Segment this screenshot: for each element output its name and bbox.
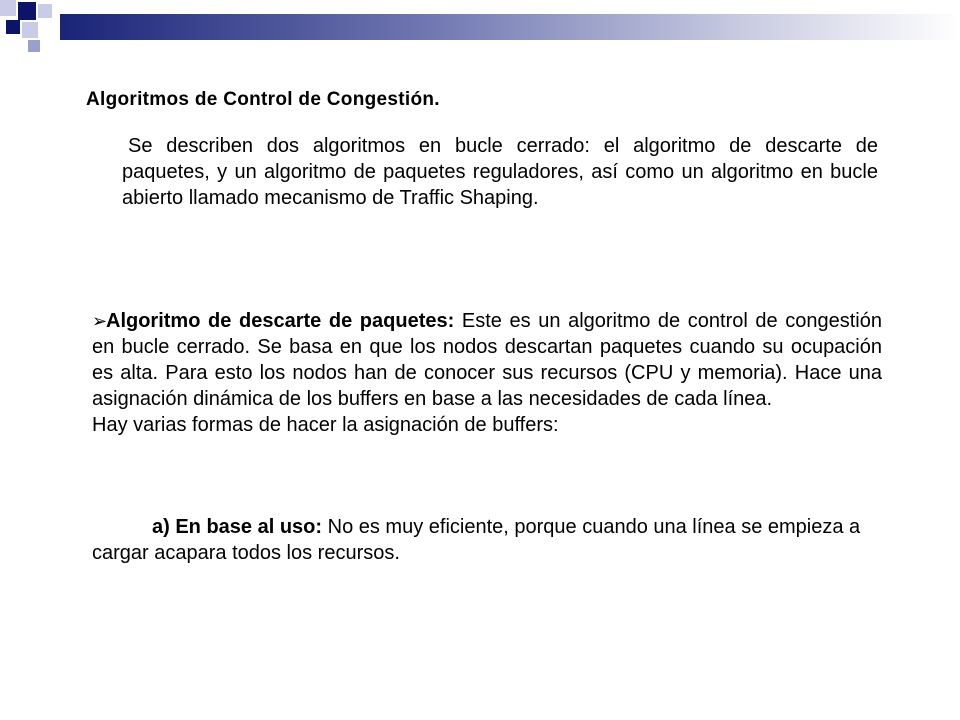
bullet-paragraph (92, 308, 882, 412)
slide-title: Algoritmos de Control de Congestión. (86, 89, 440, 110)
intro-paragraph: Se describen dos algoritmos en bucle cerrado: el algoritmo de descarte de paquetes, y un algoritmo de paquetes reguladores, así como un algoritmo en bucle abierto llamado mecanismo de Traffic Shaping. (122, 135, 878, 209)
decor-square (18, 2, 36, 20)
main-section (92, 308, 882, 438)
bullet-body: Este es un algoritmo de control de congestión en bucle cerrado. Se basa en que los nodos descartan paquetes cuando su ocupación es alta. Para esto los nodos han de conocer sus recursos (CPU y memoria). Hace una asignación dinámica de los buffers en base a las necesidades de cada línea. (92, 310, 882, 410)
sub-item-a-body: No es muy eficiente, porque cuando una línea se empieza a cargar acapara todos los recursos. (92, 516, 861, 564)
sub-item-a-heading: a) En base al uso: (152, 516, 323, 538)
decor-square (0, 0, 16, 16)
decor-square (6, 20, 20, 34)
decor-square (28, 40, 40, 52)
header-gradient-bar (60, 14, 960, 40)
buffer-intro-line: Hay varias formas de hacer la asignación de buffers: (92, 414, 559, 436)
bullet-heading: Algoritmo de descarte de paquetes: (106, 310, 455, 332)
sub-item-section (92, 514, 862, 566)
decor-square (38, 4, 52, 18)
sub-item-a (92, 514, 862, 566)
decor-square (22, 22, 38, 38)
arrow-bullet-icon: ➢ (92, 311, 108, 331)
